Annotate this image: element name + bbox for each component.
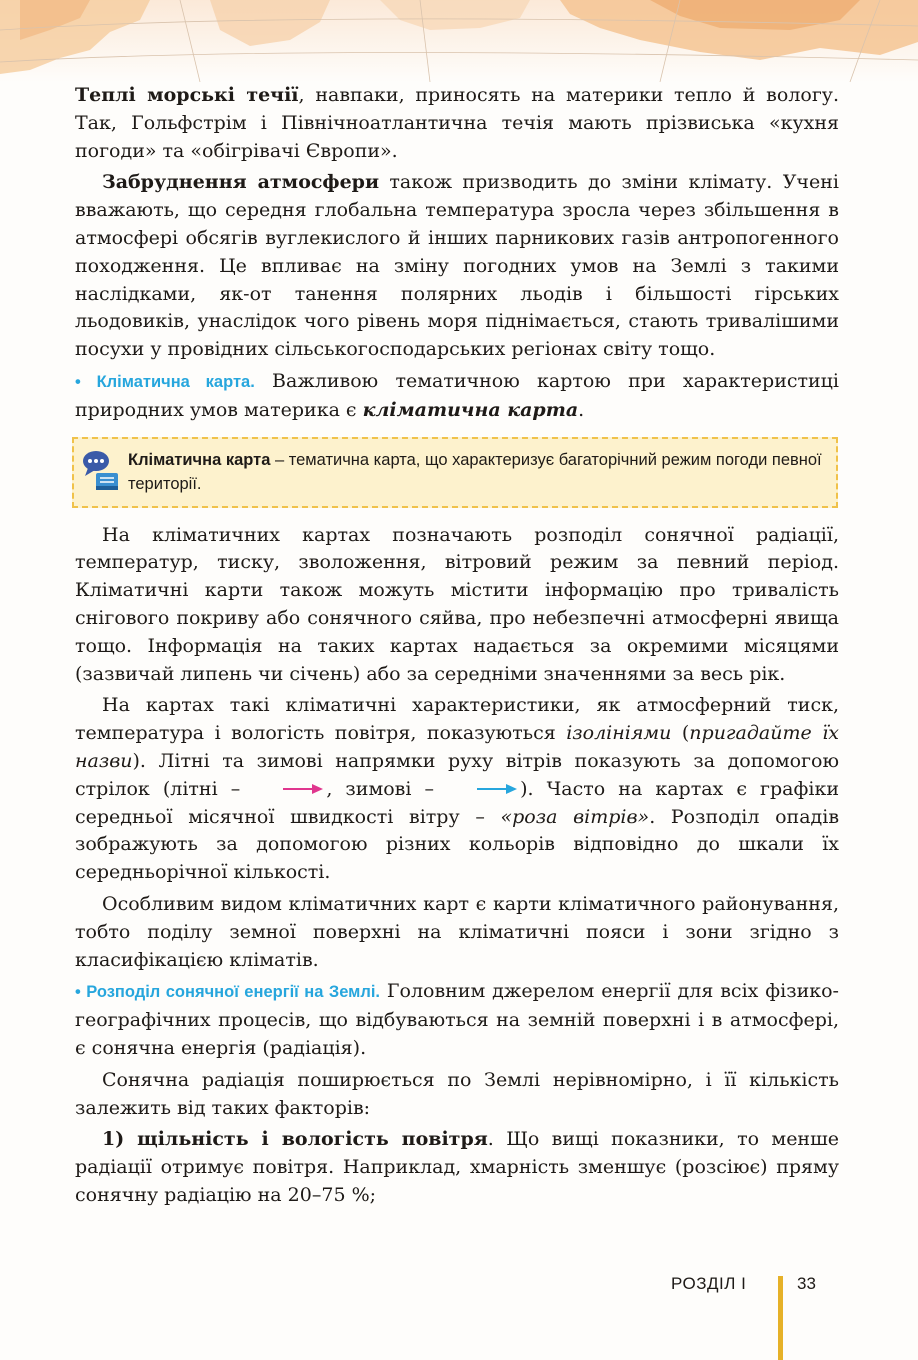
term-isolines: ізолініями: [566, 722, 672, 745]
paragraph-text: На картах такі кліматичні характеристики, як атмосферний тиск, температура і вологість повітря, показуються: [75, 694, 839, 745]
section-label: РОЗДІЛ I: [671, 1274, 747, 1293]
summer-wind-arrow-icon: [255, 776, 324, 804]
definition-term: Кліматична карта: [128, 450, 271, 469]
definition-text: – тематична карта, що характеризує багаторічний режим погоди певної території.: [128, 450, 822, 493]
term-warm-currents: Теплі морські течії: [75, 84, 299, 106]
paragraph-climate-maps-content: [75, 522, 839, 689]
paragraph-text: Особливим видом кліматичних карт є карти кліматичного районування, тобто поділу земної поверхні на кліматичні пояси і зони згідно з класифікацією кліматів.: [75, 893, 839, 971]
section-lead-climate-map: • Кліматична карта.: [75, 372, 255, 391]
paragraph-pollution: [75, 169, 839, 364]
paragraph-factor-1: [75, 1126, 839, 1209]
term-climate-map: кліматична карта: [362, 398, 579, 421]
paragraph-text: ). Літні та зимові напрямки руху вітрів показують за допомогою стрілок (літні –: [75, 749, 839, 800]
paragraph-text: Сонячна радіація поширюється по Землі нерівномірно, і її кількість залежить від таких факторів:: [75, 1068, 839, 1119]
paragraph-text: , зимові –: [326, 777, 448, 800]
paragraph-text: (: [671, 722, 690, 745]
paragraph-text: Головним джерелом енергії для всіх фізико-географічних процесів, що відбуваються на земній поверхні і в атмосфері, є сонячна енергія (радіація).: [75, 980, 839, 1059]
term-density-humidity: 1) щільність і вологість повітря: [102, 1128, 488, 1151]
winter-wind-arrow-icon: [449, 776, 518, 804]
paragraph-text: , навпаки, приносять на материки тепло й вологу. Так, Гольфстрім і Північноатлантична течія мають прізвиська «кухня погоди» та «обігрівачі Європи».: [75, 84, 839, 162]
paragraph-isolines: [75, 692, 839, 887]
paragraph-solar-energy-intro: [75, 978, 839, 1062]
paragraph-text: На кліматичних картах позначають розподіл сонячної радіації, температур, тиску, зволоження, вітровий режим за певний період. Кліматичні карти також можуть містити інформацію про тривалість снігового покриву або сонячного сяйва, про небезпечні атмосферні явища тощо. Інформація на таких картах надається за окремими місяцями (зазвичай липень чи січень) або за середніми значеннями за весь рік.: [75, 523, 839, 685]
paragraph-text: також призводить до зміни клімату. Учені вважають, що середня глобальна температура зросла через збільшення в атмосфері обсягів вуглекислого й інших парникових газів антропогенного походження. Це впливає на зміну погодних умов на Землі з такими наслідками, як-от танення полярних льодів і більшості гірських льодовиків, унаслідок чого рівень моря піднімається, стають тривалішими посухи у провідних сільськогосподарських регіонах світу тощо.: [75, 171, 839, 361]
chat-book-icon: [82, 449, 122, 493]
paragraph-climate-map-intro: [75, 368, 839, 425]
term-wind-rose: «роза вітрів»: [500, 805, 650, 828]
header-map-decoration: [0, 0, 918, 82]
hint-recall-names: пригадайте їх назви: [75, 722, 839, 772]
paragraph-text: Важливою тематичною картою при характеристиці природних умов материка є: [75, 369, 839, 421]
page-number: 33: [797, 1274, 816, 1293]
term-pollution: Забруднення атмосфери: [102, 171, 380, 194]
paragraph-climate-zoning: [75, 891, 839, 974]
paragraph-text: ). Часто на картах є графіки середньої місячної швидкості вітру –: [75, 777, 839, 828]
paragraph-solar-radiation: [75, 1067, 839, 1123]
paragraph-text: . Розподіл опадів зображують за допомогою різних кольорів відповідно до шкали їх середньорічної кількості.: [75, 805, 840, 884]
footer-accent-bar: [778, 1276, 783, 1360]
paragraph-text: . Що вищі показники, то менше радіації отримує повітря. Наприклад, хмарність зменшує (розсіює) пряму сонячну радіацію на 20–75 %;: [75, 1128, 840, 1206]
section-lead-solar-energy: • Розподіл сонячної енергії на Землі.: [75, 983, 381, 1002]
paragraph-text-end: .: [578, 398, 585, 421]
definition-box: [72, 437, 838, 508]
paragraph-warm-currents: [75, 82, 839, 165]
page-content: [75, 82, 839, 1214]
